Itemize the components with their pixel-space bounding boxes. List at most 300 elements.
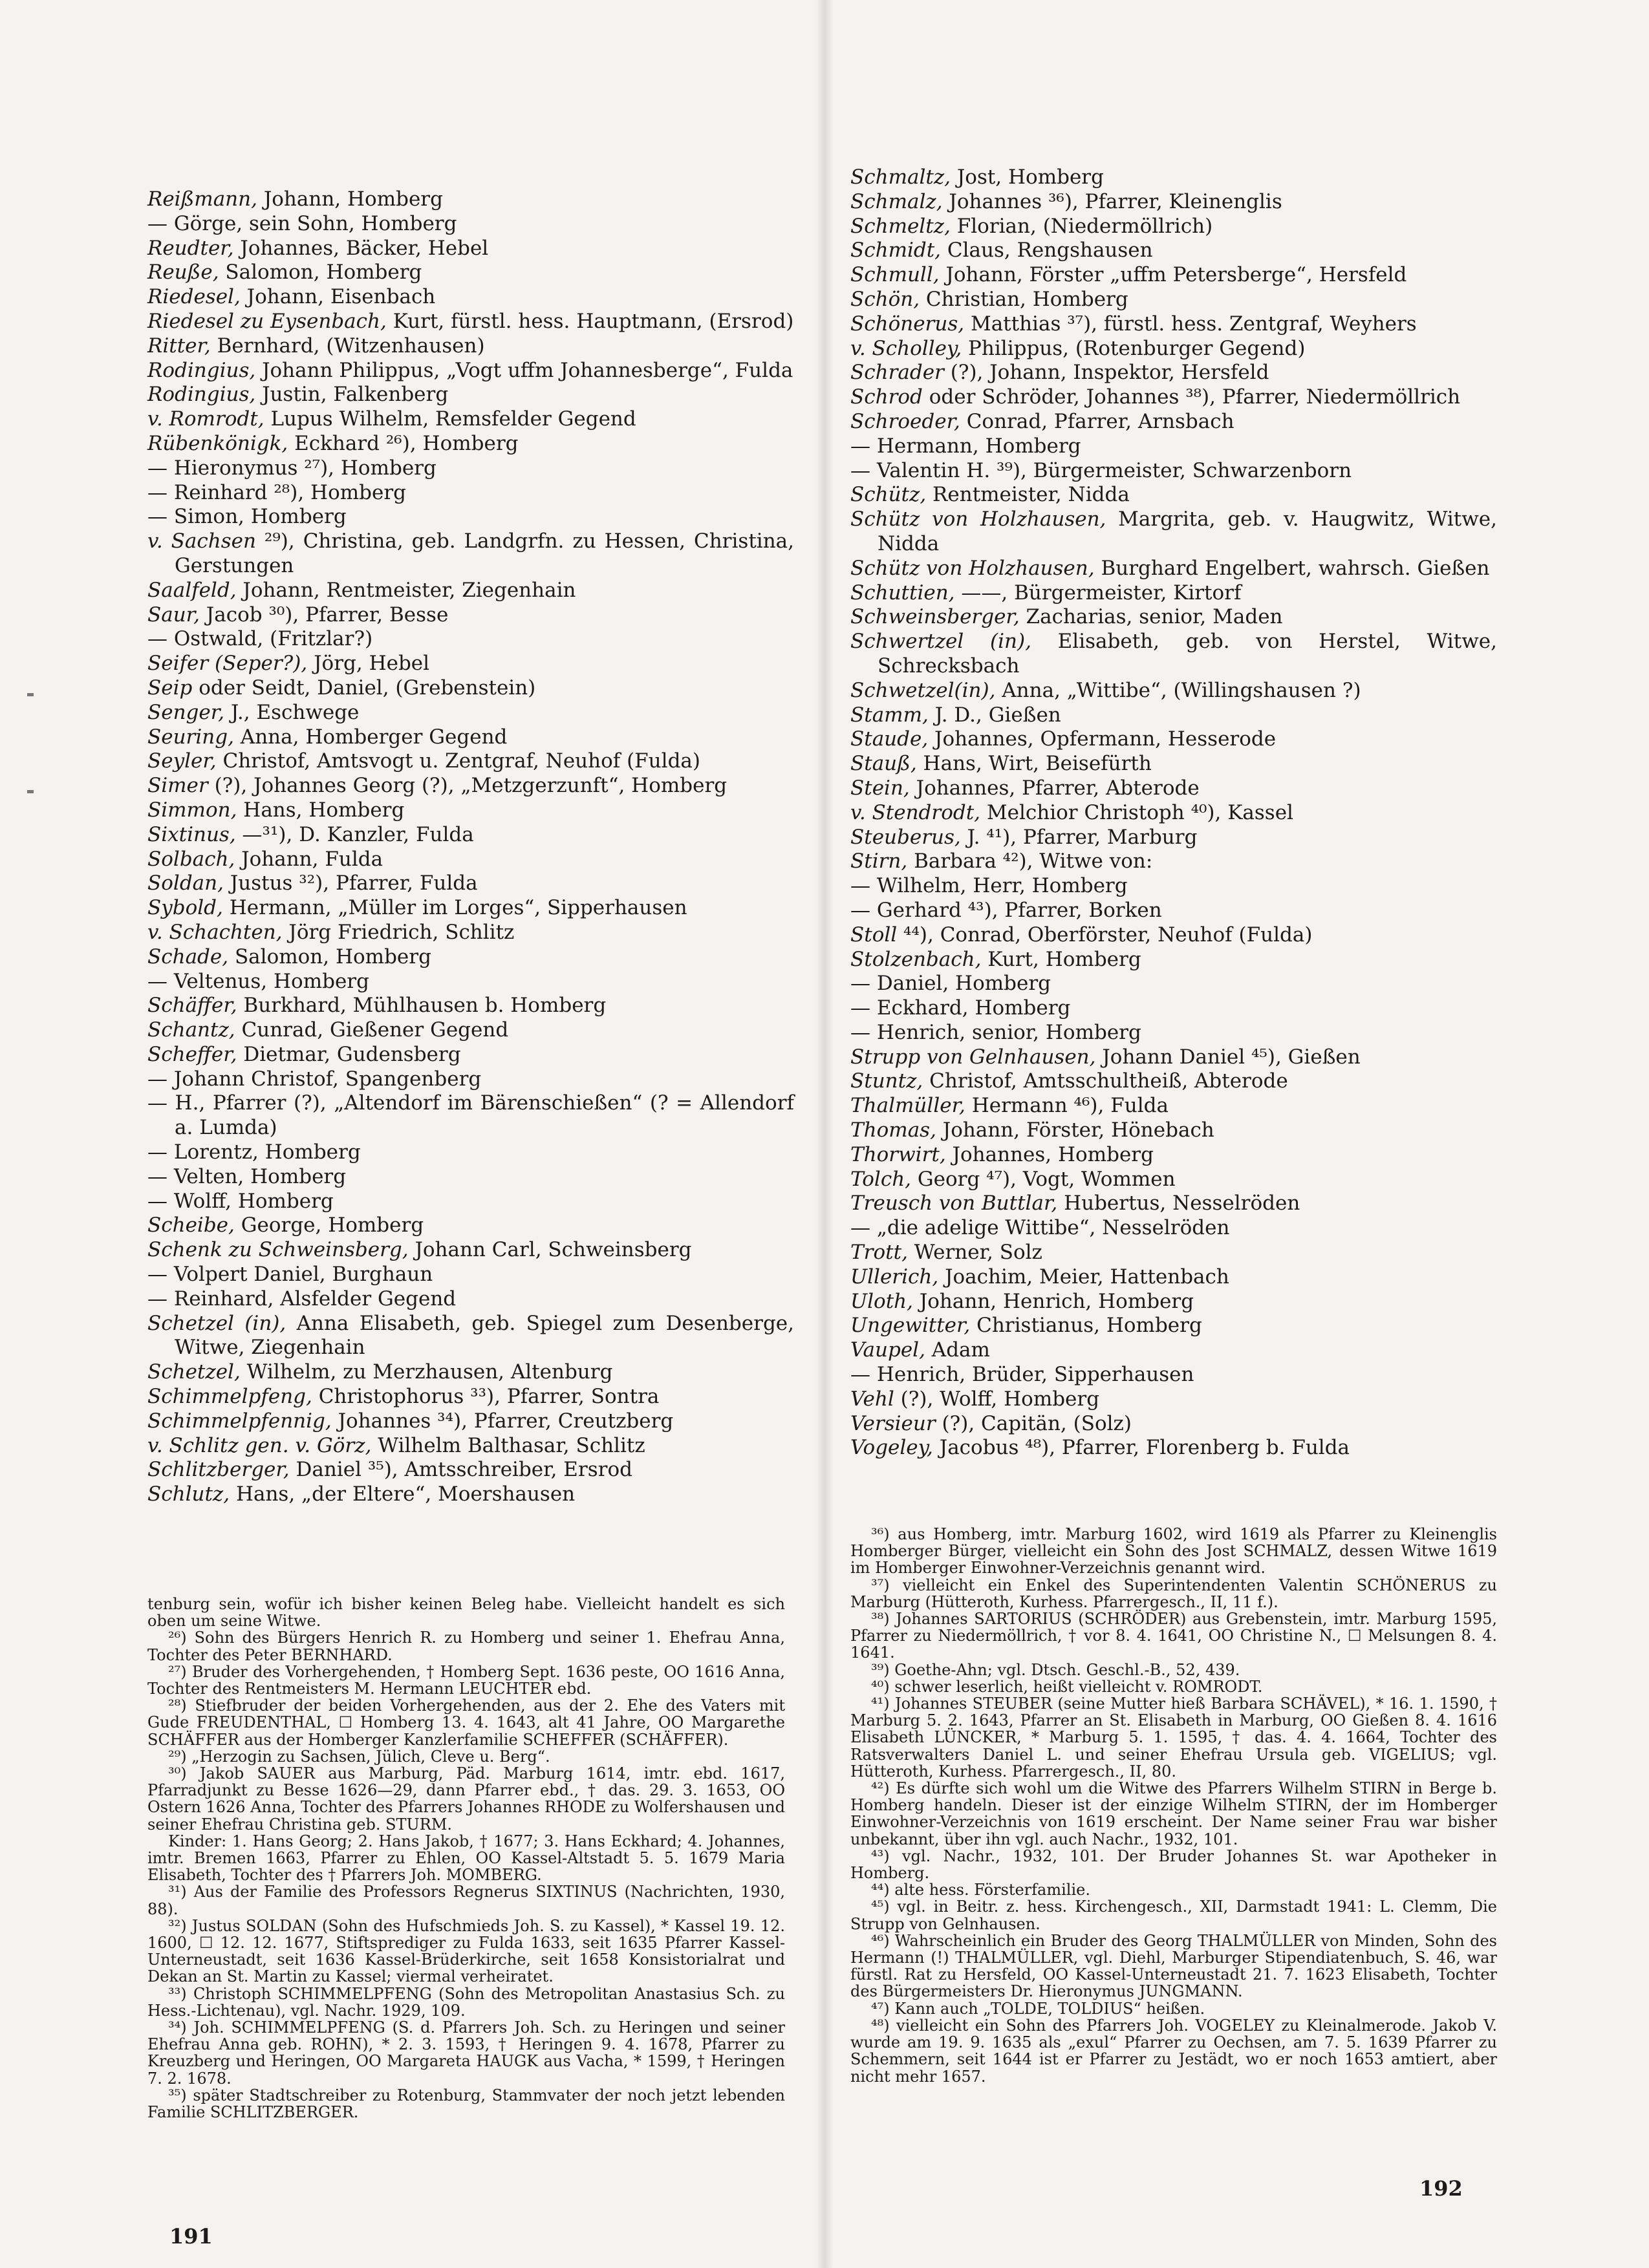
entry-details: ⁴⁴), Conrad, Oberförster, Neuhof (Fulda)	[897, 923, 1313, 947]
entry-surname: Simer	[147, 774, 208, 798]
entry-surname: Schmeltz,	[850, 214, 951, 238]
entry-surname: Ungewitter,	[850, 1314, 971, 1338]
entry-surname: Schenk zu Schweinsberg,	[147, 1238, 409, 1262]
footnote: ⁴⁷) Kann auch „TOLDE, TOLDIUS“ heißen.	[871, 1999, 1205, 2018]
entry-surname: Saur,	[147, 603, 200, 626]
register-entry	[147, 187, 794, 212]
register-entry	[147, 1018, 794, 1043]
entry-details: — Görge, sein Sohn, Homberg	[147, 211, 457, 235]
register-entry	[147, 237, 794, 261]
footnote: ²⁸) Stiefbruder der beiden Vorhergehenden, aus der 2. Ehe des Vaters mit Gude FREUDENTHAL, ☐ Homberg 13. 4. 1643, alt 41 Jahre, OO Margarethe SCHÄFFER aus der Homberger Kanzlerfamilie SCHEFFER (SCHÄFFER).	[147, 1696, 785, 1749]
register-entry	[147, 749, 794, 774]
entry-surname: Treusch von Buttlar,	[850, 1192, 1058, 1215]
register-entry	[147, 774, 794, 798]
register-entry	[147, 1165, 794, 1190]
entry-details: Johann, Henrich, Homberg	[912, 1289, 1194, 1313]
register-entry	[147, 432, 794, 456]
register-entry	[850, 1216, 1497, 1241]
register-entry	[147, 848, 794, 872]
footnote: ⁴⁵) vgl. in Beitr. z. hess. Kirchengesch., XII, Darmstadt 1941: L. Clemm, Die Strupp von Gelnhausen.	[850, 1898, 1497, 1933]
footnote: ⁴²) Es dürfte sich wohl um die Witwe des Pfarrers Wilhelm STIRN in Berge b. Homberg handeln. Dieser ist der einzige Wilhelm STIRN, der im Homberger Einwohner-Verzeichnis von 1619 erscheint. Der Name seiner Frau war bisher unbekannt, über ihn vgl. auch Nachr., 1932, 101.	[850, 1779, 1497, 1848]
entry-surname: Schön,	[850, 287, 920, 311]
register-entry	[850, 337, 1497, 361]
register-entry	[147, 1482, 794, 1507]
entry-details: Christophorus ³³), Pfarrer, Sontra	[312, 1385, 660, 1409]
register-entry	[850, 826, 1497, 850]
register-entry	[850, 483, 1497, 508]
entry-surname: Scheibe,	[147, 1214, 235, 1237]
entry-details: Hermann ⁴⁶), Fulda	[965, 1094, 1169, 1118]
register-entry	[147, 481, 794, 506]
register-entry	[147, 1409, 794, 1434]
footnote: ³¹) Aus der Familie des Professors Regnerus SIXTINUS (Nachrichten, 1930, 88).	[147, 1883, 785, 1918]
entry-surname: Seifer (Seper?),	[147, 652, 308, 676]
entry-details: Cunrad, Gießener Gegend	[235, 1018, 509, 1042]
entry-details: Jacob ³⁰), Pfarrer, Besse	[199, 603, 449, 626]
entry-surname: Rodingius,	[147, 358, 256, 382]
register-entry	[147, 261, 794, 285]
register-entry	[147, 701, 794, 725]
entry-surname: Thalmüller,	[850, 1094, 965, 1118]
entry-surname: Stein,	[850, 776, 910, 800]
register-entry	[850, 801, 1497, 826]
register-entry	[850, 605, 1497, 630]
register-entry	[850, 215, 1497, 239]
entry-details: (?), Johann, Inspektor, Hersfeld	[943, 361, 1269, 385]
entry-details: Justin, Falkenberg	[255, 383, 449, 407]
register-entry	[850, 752, 1497, 776]
entry-details: Jost, Homberg	[951, 166, 1104, 189]
footnote: ³⁷) vielleicht ein Enkel des Superintendenten Valentin SCHÖNERUS zu Marburg (Hütteroth, Kurhess. Pfarrergesch., II, 11 f.).	[850, 1576, 1497, 1611]
left-footnotes	[147, 1596, 785, 2121]
entry-surname: Rodingius,	[147, 383, 256, 407]
register-entry	[850, 874, 1497, 899]
register-entry	[147, 676, 794, 701]
entry-details: Johann Carl, Schweinsberg	[408, 1238, 692, 1262]
entry-details: J. ⁴¹), Pfarrer, Marburg	[960, 825, 1198, 849]
entry-surname: Vogeley,	[850, 1436, 933, 1460]
left-page-number: 191	[169, 2224, 213, 2249]
entry-surname: Vaupel,	[850, 1338, 925, 1362]
entry-details: Margrita, geb. v. Haugwitz, Witwe, Nidda	[878, 508, 1497, 555]
entry-details: Florian, (Niedermöllrich)	[950, 214, 1213, 238]
entry-details: Zacharias, senior, Maden	[1019, 605, 1283, 629]
register-entry	[850, 1118, 1497, 1143]
entry-surname: Seyler,	[147, 749, 217, 773]
entry-surname: Schmidt,	[850, 239, 942, 262]
register-entry	[850, 1094, 1497, 1118]
footnote: ⁴⁰) schwer leserlich, heißt vielleicht v. ROMRODT.	[871, 1677, 1263, 1696]
register-entry	[147, 1140, 794, 1165]
entry-details: Hubertus, Nesselröden	[1057, 1192, 1300, 1215]
entry-details: Johann, Förster „uffm Petersberge“, Hersfeld	[939, 263, 1407, 287]
entry-details: Johannes, Pfarrer, Abterode	[909, 776, 1200, 800]
register-entry	[147, 310, 794, 334]
entry-surname: Schlutz,	[147, 1482, 230, 1506]
entry-details: (?), Capitän, (Solz)	[935, 1411, 1132, 1435]
register-entry	[850, 850, 1497, 874]
entry-surname: Steuberus,	[850, 825, 961, 849]
entry-surname: Schimmelpfeng,	[147, 1385, 312, 1409]
entry-details: — H., Pfarrer (?), „Altendorf im Bärenschießen“ (? = Allendorf a. Lumda)	[147, 1091, 794, 1140]
entry-details: Rentmeister, Nidda	[926, 483, 1130, 507]
entry-surname: Reißmann,	[147, 187, 257, 211]
entry-details: — Lorentz, Homberg	[147, 1140, 361, 1164]
register-entry	[147, 1238, 794, 1263]
entry-details: Hans, Homberg	[237, 798, 405, 822]
register-entry	[147, 798, 794, 823]
entry-surname: Schweinsberger,	[850, 605, 1020, 629]
entry-surname: Tolch,	[850, 1167, 912, 1191]
register-entry	[850, 923, 1497, 948]
register-entry	[147, 1360, 794, 1385]
entry-surname: Schmalz,	[850, 189, 943, 213]
entry-details: Hermann, „Müller im Lorges“, Sipperhausen	[222, 896, 687, 920]
entry-details: Jörg, Hebel	[307, 652, 430, 676]
register-entry	[147, 1312, 794, 1361]
entry-surname: Schmaltz,	[850, 166, 951, 189]
register-entry	[147, 652, 794, 676]
entry-details: — Ostwald, (Fritzlar?)	[147, 627, 373, 651]
entry-details: Anna Elisabeth, geb. Spiegel zum Desenberge, Witwe, Ziegenhain	[175, 1311, 794, 1360]
register-entry	[147, 970, 794, 994]
entry-surname: Seuring,	[147, 725, 234, 749]
entry-surname: Schrader	[850, 361, 944, 385]
entry-surname: Soldan,	[147, 872, 224, 895]
entry-details: Johann, Homberg	[257, 187, 443, 211]
entry-details: Joachim, Meier, Hattenbach	[938, 1265, 1229, 1289]
register-entry	[147, 579, 794, 603]
entry-details: Johannes, Bäcker, Hebel	[233, 236, 489, 260]
register-entry	[147, 823, 794, 848]
register-entry	[850, 727, 1497, 752]
entry-surname: Trott,	[850, 1241, 908, 1265]
entry-details: — Hieronymus ²⁷), Homberg	[147, 456, 436, 480]
entry-surname: Staude,	[850, 727, 929, 751]
register-entry	[850, 166, 1497, 190]
entry-details: Anna, „Wittibe“, (Willingshausen ?)	[995, 678, 1361, 702]
entry-details: Johannes, Homberg	[945, 1142, 1154, 1166]
footnote: ³⁹) Goethe-Ahn; vgl. Dtsch. Geschl.-B., 52, 439.	[871, 1660, 1240, 1679]
entry-details: oder Seidt, Daniel, (Grebenstein)	[192, 676, 536, 700]
entry-surname: Strupp von Gelnhausen,	[850, 1045, 1096, 1069]
register-entry	[147, 1214, 794, 1238]
entry-details: Georg ⁴⁷), Vogt, Wommen	[911, 1167, 1176, 1191]
entry-surname: Schwertzel (in),	[850, 630, 1031, 654]
entry-surname: Scheffer,	[147, 1042, 237, 1066]
entry-surname: Schimmelpfennig,	[147, 1409, 332, 1433]
register-entry	[147, 383, 794, 407]
entry-details: Werner, Solz	[907, 1241, 1042, 1265]
entry-details: — Valentin H. ³⁹), Bürgermeister, Schwarzenborn	[850, 458, 1352, 482]
register-entry	[147, 1434, 794, 1459]
register-entry	[850, 972, 1497, 996]
footnote: tenburg sein, wofür ich bisher keinen Beleg habe. Vielleicht handelt es sich oben um seine Witwe.	[147, 1595, 785, 1631]
register-entry	[850, 557, 1497, 581]
entry-surname: Vehl	[850, 1387, 894, 1411]
entry-surname: Reuße,	[147, 261, 219, 284]
entry-details: Wilhelm Balthasar, Schlitz	[371, 1433, 645, 1457]
left-page	[0, 0, 824, 2268]
register-entry	[850, 190, 1497, 215]
register-entry	[850, 679, 1497, 703]
entry-details: — Gerhard ⁴³), Pfarrer, Borken	[850, 898, 1162, 922]
footnote: ³⁰) Jakob SAUER aus Marburg, Päd. Marburg 1614, imtr. ebd. 1617, Pfarradjunkt zu Besse 1626—29, dann Pfarrer ebd., † das. 29. 3. 1653, OO Ostern 1626 Anna, Tochter des Pfarrers Johannes RHODE zu Wolfershausen und seiner Ehefrau Christina geb. STURM.	[147, 1764, 785, 1834]
entry-details: Christof, Amtsschultheiß, Abterode	[923, 1069, 1288, 1093]
footnote: ³³) Christoph SCHIMMELPFENG (Sohn des Metropolitan Anastasius Sch. zu Hess.-Lichtenau), vgl. Nachr. 1929, 109.	[147, 1984, 785, 2020]
entry-details: Adam	[925, 1338, 990, 1362]
entry-surname: Schuttien,	[850, 581, 955, 604]
entry-surname: v. Romrodt,	[147, 407, 264, 431]
entry-surname: v. Schachten,	[147, 920, 283, 944]
entry-surname: v. Stendrodt,	[850, 800, 981, 824]
entry-surname: v. Scholley,	[850, 336, 962, 360]
entry-details: Lupus Wilhelm, Remsfelder Gegend	[264, 407, 636, 431]
footnote: ³⁸) Johannes SARTORIUS (SCHRÖDER) aus Grebenstein, imtr. Marburg 1595, Pfarrer zu Niedermöllrich, † vor 8. 4. 1641, OO Christine N., ☐ Melsungen 8. 4. 1641.	[850, 1610, 1497, 1662]
register-entry	[850, 996, 1497, 1021]
register-entry	[850, 1069, 1497, 1094]
entry-details: oder Schröder, Johannes ³⁸), Pfarrer, Niedermöllrich	[922, 385, 1461, 409]
register-entry	[850, 948, 1497, 972]
entry-surname: Sybold,	[147, 896, 223, 920]
register-entry	[850, 1363, 1497, 1387]
entry-details: Philippus, (Rotenburger Gegend)	[962, 336, 1306, 360]
entry-details: Wilhelm, zu Merzhausen, Altenburg	[240, 1360, 613, 1384]
register-entry	[850, 703, 1497, 728]
register-entry	[147, 530, 794, 579]
register-entry	[850, 385, 1497, 410]
entry-surname: Schönerus,	[850, 312, 965, 336]
entry-surname: Schlitzberger,	[147, 1458, 290, 1482]
footnote: ⁴⁴) alte hess. Försterfamilie.	[871, 1881, 1090, 1899]
register-entry	[147, 1043, 794, 1067]
entry-surname: v. Schlitz gen. v. Görz,	[147, 1433, 372, 1457]
entry-surname: Versieur	[850, 1411, 936, 1435]
entry-details: J., Eschwege	[224, 700, 360, 724]
entry-surname: Uloth,	[850, 1289, 913, 1313]
entry-surname: Senger,	[147, 700, 225, 724]
entry-details: — Simon, Homberg	[147, 505, 347, 529]
register-entry	[850, 1387, 1497, 1412]
entry-details: (?), Wolff, Homberg	[894, 1387, 1100, 1411]
entry-surname: Schütz von Holzhausen,	[850, 508, 1106, 531]
register-entry	[147, 945, 794, 970]
register-entry	[850, 263, 1497, 288]
register-entry	[850, 1045, 1497, 1070]
entry-details: Daniel ³⁵), Amtsschreiber, Ersrod	[289, 1458, 632, 1482]
entry-details: — Reinhard, Alsfelder Gegend	[147, 1287, 457, 1311]
entry-details: J. D., Gießen	[928, 703, 1061, 727]
right-page	[824, 0, 1649, 2268]
register-entry	[147, 1190, 794, 1214]
footnote: ²⁶) Sohn des Bürgers Henrich R. zu Homberg und seiner 1. Ehefrau Anna, Tochter des Peter BERNHARD.	[147, 1629, 785, 1664]
register-entry	[850, 410, 1497, 434]
entry-details: ²⁹), Christina, geb. Landgrfn. zu Hessen, Christina, Gerstungen	[175, 530, 794, 577]
entry-surname: Schmull,	[850, 263, 940, 287]
register-entry	[850, 776, 1497, 801]
entry-details: Hans, „der Eltere“, Moershausen	[230, 1482, 576, 1506]
register-entry	[147, 359, 794, 383]
entry-details: Elisabeth, geb. von Herstel, Witwe, Schrecksbach	[878, 630, 1497, 678]
footnote: ⁴⁸) vielleicht ein Sohn des Pfarrers Joh. VOGELEY zu Kleinalmerode. Jakob V. wurde am 19. 9. 1635 als „exul“ Pfarrer zu Oechsen, am 7. 5. 1639 Pfarrer zu Schemmern, seit 1644 ist er Pfarrer zu Jestädt, wo er noch 1653 amtiert, aber nicht mehr 1657.	[850, 2016, 1497, 2086]
entry-surname: Simmon,	[147, 798, 237, 822]
register-entry	[850, 434, 1497, 459]
entry-details: Claus, Rengshausen	[941, 239, 1153, 262]
entry-surname: Stoll	[850, 923, 898, 947]
register-entry	[850, 1412, 1497, 1437]
entry-surname: Schetzel (in),	[147, 1311, 286, 1335]
entry-details: — Wilhelm, Herr, Homberg	[850, 874, 1128, 898]
entry-surname: Schütz,	[850, 483, 927, 507]
footnote: ³⁶) aus Homberg, imtr. Marburg 1602, wird 1619 als Pfarrer zu Kleinenglis Homberger Bürger, vielleicht ein Sohn des Jost SCHMALZ, dessen Witwe 1619 im Homberger Einwohner-Verzeichnis genannt wird.	[850, 1525, 1497, 1578]
entry-surname: Schade,	[147, 945, 229, 968]
entry-surname: Stuntz,	[850, 1069, 923, 1093]
register-entry	[147, 334, 794, 359]
entry-details: — Henrich, Brüder, Sipperhausen	[850, 1363, 1194, 1387]
entry-details: Eckhard ²⁶), Homberg	[288, 431, 519, 455]
entry-surname: Thomas,	[850, 1118, 936, 1142]
entry-surname: Solbach,	[147, 847, 235, 871]
register-entry	[850, 1338, 1497, 1363]
entry-details: Salomon, Homberg	[228, 945, 431, 968]
register-entry	[850, 1143, 1497, 1168]
entry-details: — Henrich, senior, Homberg	[850, 1020, 1141, 1044]
entry-details: Bernhard, (Witzenhausen)	[210, 334, 485, 358]
footnote: ⁴⁶) Wahrscheinlich ein Bruder des Georg THALMÜLLER von Minden, Sohn des Hermann (!) THALMÜLLER, vgl. Diehl, Marburger Stipendiatenbuch, S. 46, war fürstl. Rat zu Hersfeld, OO Kassel-Unterneustadt 21. 7. 1623 Elisabeth, Tochter des Bürgermeisters Dr. Hieronymus JUNGMANN.	[850, 1931, 1497, 2001]
entry-details: Justus ³²), Pfarrer, Fulda	[223, 872, 478, 895]
entry-details: Johann Philippus, „Vogt uffm Johannesberge“, Fulda	[255, 358, 793, 382]
footnote: ⁴¹) Johannes STEUBER (seine Mutter hieß Barbara SCHÄVEL), * 16. 1. 1590, † Marburg 5. 2. 1643, Pfarrer an St. Elisabeth in Marburg, OO Gießen 8. 4. 1616 Elisabeth LÜNCKER, * Marburg 5. 1. 1595, † das. 4. 4. 1664, Tochter des Ratsverwalters Daniel L. und seiner Ehefrau Ursula geb. VIGELIUS; vgl. Hütteroth, Kurhess. Pfarrergesch., II, 80.	[850, 1695, 1497, 1781]
entry-surname: Schäffer,	[147, 994, 237, 1018]
register-entry	[147, 725, 794, 750]
register-entry	[850, 1265, 1497, 1290]
register-entry	[850, 312, 1497, 337]
register-entry	[147, 627, 794, 652]
entry-surname: Schetzel,	[147, 1360, 241, 1384]
entry-surname: Stirn,	[850, 850, 908, 873]
entry-details: Christianus, Homberg	[970, 1314, 1202, 1338]
entry-surname: Reudter,	[147, 236, 234, 260]
entry-details: Dietmar, Gudensberg	[237, 1042, 461, 1066]
register-entry	[147, 456, 794, 481]
entry-surname: Seip	[147, 676, 193, 700]
entry-details: Jacobus ⁴⁸), Pfarrer, Florenberg b. Fulda	[932, 1436, 1350, 1460]
footnote: ³⁴) Joh. SCHIMMELPFENG (S. d. Pfarrers Joh. Sch. zu Heringen und seiner Ehefrau Anna geb. ROHN), * 2. 3. 1593, † Heringen 9. 4. 1678, Pfarrer zu Kreuzberg und Heringen, OO Margareta HAUGK aus Vacha, * 1599, † Heringen 7. 2. 1678.	[147, 2018, 785, 2088]
footnote: ²⁷) Bruder des Vorhergehenden, † Homberg Sept. 1636 peste, OO 1616 Anna, Tochter des Rentmeisters M. Hermann LEUCHTER ebd.	[147, 1662, 785, 1698]
entry-details: — Volpert Daniel, Burghaun	[147, 1263, 433, 1287]
entry-surname: Schrod	[850, 385, 923, 409]
left-entry-list	[147, 187, 794, 1507]
register-entry	[850, 1290, 1497, 1314]
register-entry	[850, 459, 1497, 484]
entry-surname: Riedesel,	[147, 285, 241, 309]
entry-surname: Schütz von Holzhausen,	[850, 556, 1095, 580]
entry-details: — Reinhard ²⁸), Homberg	[147, 480, 406, 504]
register-entry	[850, 1021, 1497, 1045]
entry-details: ——, Bürgermeister, Kirtorf	[954, 581, 1242, 604]
footnote: ³²) Justus SOLDAN (Sohn des Hufschmieds Joh. S. zu Kassel), * Kassel 19. 12. 1600, ☐ 12. 12. 1677, Stiftsprediger zu Fulda 1633, seit 1635 Pfarrer Kassel-Unterneustadt, seit 1636 Kassel-Brüderkirche, seit 1658 Konsistorialrat und Dekan an St. Martin zu Kassel; viermal verheiratet.	[147, 1916, 785, 1986]
entry-details: — Hermann, Homberg	[850, 434, 1081, 458]
footnote: ⁴³) vgl. Nachr., 1932, 101. Der Bruder Johannes St. war Apotheker in Homberg.	[850, 1846, 1497, 1883]
register-entry	[850, 1314, 1497, 1338]
register-entry	[147, 1287, 794, 1312]
register-entry	[850, 899, 1497, 923]
entry-details: Salomon, Homberg	[219, 261, 422, 284]
entry-details: Kurt, Homberg	[981, 947, 1141, 971]
register-entry	[850, 1436, 1497, 1460]
entry-surname: Ullerich,	[850, 1265, 939, 1289]
margin-mark	[27, 693, 34, 696]
entry-details: Johann, Rentmeister, Ziegenhain	[236, 578, 576, 602]
right-page-number: 192	[1419, 2176, 1463, 2201]
entry-details: Johann, Fulda	[235, 847, 383, 871]
entry-surname: Riedesel zu Eysenbach,	[147, 309, 387, 333]
register-entry	[147, 505, 794, 530]
entry-surname: Rübenkönigk,	[147, 431, 288, 455]
entry-details: Christian, Homberg	[920, 287, 1128, 311]
right-footnotes	[850, 1526, 1497, 2085]
entry-details: Christof, Amtsvogt u. Zentgraf, Neuhof (Fulda)	[216, 749, 700, 773]
entry-details: Johannes, Opfermann, Hesserode	[928, 727, 1277, 751]
entry-details: — Daniel, Homberg	[850, 972, 1051, 996]
right-entry-list	[850, 166, 1497, 1460]
register-entry	[850, 630, 1497, 679]
register-entry	[850, 239, 1497, 263]
entry-surname: Ritter,	[147, 334, 211, 358]
register-entry	[147, 1458, 794, 1482]
register-entry	[850, 1168, 1497, 1192]
entry-details: Burkhard, Mühlhausen b. Homberg	[237, 994, 607, 1018]
register-entry	[147, 994, 794, 1018]
footnote: ³⁵) später Stadtschreiber zu Rotenburg, Stammvater der noch jetzt lebenden Familie SCHLITZBERGER.	[147, 2086, 785, 2122]
register-entry	[147, 603, 794, 628]
entry-details: Melchior Christoph ⁴⁰), Kassel	[980, 800, 1293, 824]
entry-surname: Stamm,	[850, 703, 929, 727]
footnote: ²⁹) „Herzogin zu Sachsen, Jülich, Cleve u. Berg“.	[168, 1747, 550, 1766]
entry-details: — „die adelige Wittibe“, Nesselröden	[850, 1216, 1230, 1240]
entry-details: Anna, Homberger Gegend	[233, 725, 508, 749]
register-entry	[850, 1241, 1497, 1265]
register-entry	[147, 1067, 794, 1092]
entry-details: — Wolff, Homberg	[147, 1189, 334, 1213]
entry-details: — Eckhard, Homberg	[850, 996, 1071, 1020]
register-entry	[850, 508, 1497, 557]
register-entry	[850, 361, 1497, 385]
entry-surname: v. Sachsen	[147, 530, 256, 553]
entry-details: Johannes ³⁴), Pfarrer, Creutzberg	[331, 1409, 674, 1433]
register-entry	[147, 872, 794, 896]
register-entry	[147, 1263, 794, 1287]
entry-details: Jörg Friedrich, Schlitz	[282, 920, 515, 944]
register-entry	[850, 581, 1497, 606]
entry-details: Conrad, Pfarrer, Arnsbach	[960, 409, 1234, 433]
register-entry	[147, 407, 794, 432]
entry-surname: Schantz,	[147, 1018, 235, 1042]
register-entry	[147, 1385, 794, 1409]
entry-details: George, Homberg	[234, 1214, 424, 1237]
entry-surname: Saalfeld,	[147, 578, 237, 602]
register-entry	[147, 921, 794, 945]
entry-details: (?), Johannes Georg (?), „Metzgerzunft“, Homberg	[208, 774, 727, 798]
entry-details: Johann, Förster, Hönebach	[936, 1118, 1214, 1142]
entry-details: Barbara ⁴²), Witwe von:	[907, 850, 1153, 873]
entry-details: Johannes ³⁶), Pfarrer, Kleinenglis	[942, 189, 1282, 213]
register-entry	[147, 896, 794, 921]
register-entry	[850, 1192, 1497, 1216]
margin-mark	[27, 790, 34, 793]
register-entry	[850, 288, 1497, 312]
entry-surname: Stauß,	[850, 752, 917, 776]
